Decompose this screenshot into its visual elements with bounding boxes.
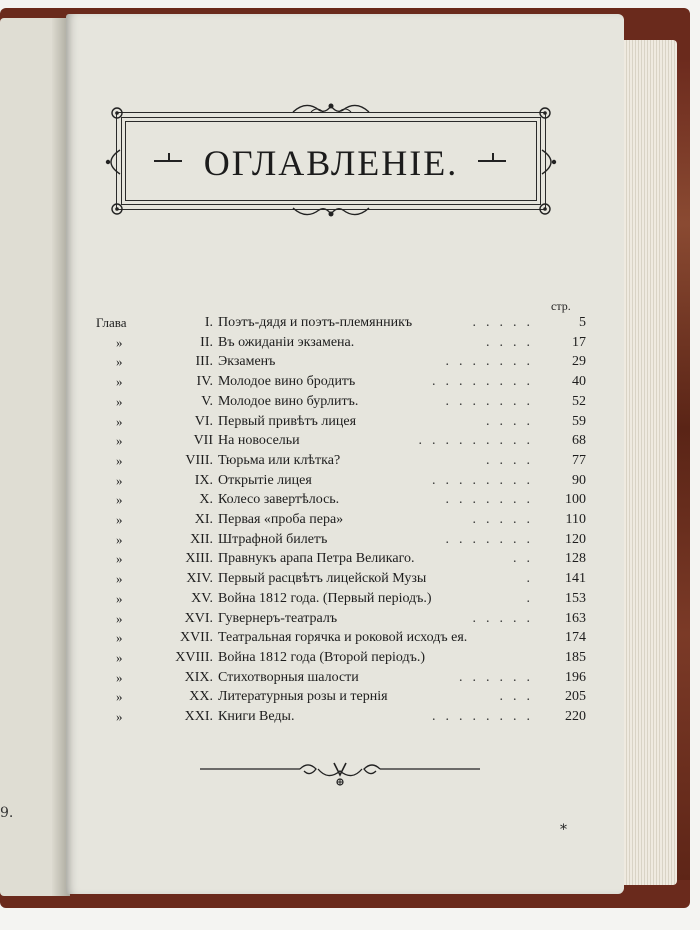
- toc-leader-dots: ..: [513, 551, 540, 567]
- toc-chapter-label: »: [116, 413, 123, 429]
- toc-chapter-number: XIII.: [185, 551, 213, 567]
- toc-chapter-label: »: [116, 512, 123, 527]
- toc-chapter-number: I.: [204, 315, 213, 330]
- toc-chapter-number: III.: [195, 354, 213, 370]
- corner-ornament-icon: [106, 198, 128, 220]
- toc-chapter-label: »: [116, 551, 123, 567]
- toc-chapter-label: »: [116, 472, 123, 488]
- page-column-header: стр.: [551, 299, 571, 313]
- left-page-fragment: 9.: [0, 805, 14, 821]
- toc-chapter-title: Книги Веды.: [218, 709, 295, 724]
- corner-ornament-icon: [534, 102, 556, 124]
- toc-leader-dots: .......: [445, 393, 540, 409]
- toc-page-number: 29: [572, 354, 586, 370]
- toc-page-number: 40: [572, 374, 586, 390]
- toc-chapter-title: Первая «проба пера»: [218, 512, 344, 527]
- toc-chapter-label: »: [116, 689, 123, 705]
- toc-chapter-title: Стихотворныя шалости: [218, 669, 359, 685]
- toc-row: [96, 591, 586, 610]
- toc-leader-dots: .........: [418, 433, 540, 449]
- toc-leader-dots: ........: [432, 709, 540, 724]
- title-frame: [116, 112, 546, 210]
- toc-chapter-number: XI.: [194, 512, 213, 527]
- toc-page-number: 174: [565, 630, 586, 646]
- toc-page-number: 163: [565, 610, 586, 626]
- toc-chapter-number: XVIII.: [175, 649, 213, 665]
- toc-leader-dots: .......: [445, 531, 540, 547]
- toc-row: [96, 354, 586, 373]
- toc-chapter-title: Поэтъ-дядя и поэтъ-племянникъ: [218, 315, 413, 330]
- toc-chapter-number: VII: [193, 433, 213, 449]
- toc-page-number: 220: [565, 709, 586, 724]
- corner-ornament-icon: [106, 102, 128, 124]
- toc-row: [96, 473, 586, 492]
- toc-chapter-label: »: [116, 393, 123, 409]
- toc-chapter-label: »: [116, 669, 123, 685]
- toc-page-number: 120: [565, 531, 586, 547]
- toc-chapter-number: IV.: [196, 374, 213, 390]
- toc-row: [96, 630, 586, 649]
- toc-chapter-label: »: [116, 492, 123, 508]
- toc-chapter-title: Въ ожиданіи экзамена.: [218, 334, 355, 350]
- toc-chapter-label: »: [116, 571, 123, 587]
- toc-row: [96, 611, 586, 630]
- toc-leader-dots: ....: [486, 334, 540, 350]
- toc-chapter-number: VIII.: [185, 452, 213, 468]
- toc-chapter-label: »: [116, 531, 123, 547]
- toc-row: [96, 650, 586, 669]
- toc-chapter-label: »: [116, 452, 123, 468]
- toc-leader-dots: .....: [472, 315, 540, 330]
- toc-leader-dots: .....: [472, 512, 540, 527]
- bottom-ornament-icon: [291, 200, 371, 222]
- toc-row: [96, 571, 586, 590]
- toc-leader-dots: .: [526, 571, 540, 587]
- toc-leader-dots: ....: [486, 413, 540, 429]
- toc-page-number: 196: [565, 669, 586, 685]
- toc-chapter-number: XXI.: [184, 709, 213, 724]
- toc-page-number: 68: [572, 433, 586, 449]
- toc-chapter-label: »: [116, 334, 123, 350]
- toc-chapter-number: XVII.: [179, 630, 213, 646]
- toc-leader-dots: ...: [499, 689, 540, 705]
- toc-leader-dots: ....: [486, 452, 540, 468]
- contents-page: [66, 14, 624, 894]
- toc-leader-dots: ......: [459, 669, 540, 685]
- toc-chapter-label: »: [116, 610, 123, 626]
- toc-chapter-title: Открытіе лицея: [218, 472, 312, 488]
- toc-chapter-number: XX.: [189, 689, 213, 705]
- toc-leader-dots: .......: [445, 354, 540, 370]
- bottom-ornament-icon: [200, 759, 480, 799]
- toc-page-number: 128: [565, 551, 586, 567]
- toc-row: [96, 689, 586, 708]
- toc-row: [96, 512, 586, 531]
- toc-row: [96, 394, 586, 413]
- toc-chapter-number: X.: [199, 492, 213, 508]
- toc-chapter-title: Война 1812 года. (Первый періодъ.): [218, 590, 432, 606]
- toc-page-number: 141: [565, 571, 586, 587]
- toc-chapter-number: V.: [201, 393, 213, 409]
- toc-chapter-number: XVI.: [184, 610, 213, 626]
- toc-row: [96, 453, 586, 472]
- page-title: ОГЛАВЛЕНІЕ.: [203, 143, 459, 183]
- corner-ornament-icon: [534, 198, 556, 220]
- toc-chapter-title: Колесо завертѣлось.: [218, 492, 340, 508]
- toc-leader-dots: .......: [445, 492, 540, 508]
- toc-page-number: 17: [572, 334, 586, 350]
- toc-page-number: 59: [572, 413, 586, 429]
- toc-chapter-title: Правнукъ арапа Петра Великаго.: [218, 551, 415, 567]
- toc-chapter-title: Тюрьма или клѣтка?: [218, 452, 341, 468]
- top-ornament-icon: [291, 100, 371, 120]
- toc-row: [96, 670, 586, 689]
- toc-row: [96, 551, 586, 570]
- toc-chapter-title: Первый привѣтъ лицея: [218, 413, 357, 429]
- toc-chapter-label: »: [116, 374, 123, 390]
- toc-chapter-label: »: [116, 354, 123, 370]
- toc-chapter-number: II.: [200, 334, 213, 350]
- toc-chapter-label: »: [116, 433, 123, 449]
- toc-chapter-title: Молодое вино бурлитъ.: [218, 393, 359, 409]
- toc-page-number: 100: [565, 492, 586, 508]
- toc-chapter-number: IX.: [194, 472, 213, 488]
- toc-chapter-title: На новосельи: [218, 433, 300, 449]
- toc-row: [96, 414, 586, 433]
- toc-chapter-title: Театральная горячка и роковой исходъ ея.: [218, 630, 468, 646]
- toc-chapter-number: XV.: [191, 590, 213, 606]
- toc-chapter-label: »: [116, 630, 123, 646]
- toc-chapter-title: Экзаменъ: [218, 354, 276, 370]
- toc-chapter-label: »: [116, 709, 123, 724]
- toc-row: [96, 492, 586, 511]
- toc-leader-dots: .....: [472, 610, 540, 626]
- toc-row: [96, 532, 586, 551]
- toc-chapter-title: Штрафной билетъ: [218, 531, 328, 547]
- toc-chapter-label: »: [116, 590, 123, 606]
- toc-page-number: 77: [572, 452, 586, 468]
- toc-page-number: 110: [565, 512, 586, 527]
- toc-page-number: 52: [572, 393, 586, 409]
- toc-row: [96, 433, 586, 452]
- toc-chapter-title: Литературныя розы и тернія: [218, 689, 388, 705]
- toc-leader-dots: ........: [432, 472, 540, 488]
- toc-chapter-title: Молодое вино бродитъ: [218, 374, 356, 390]
- toc-chapter-title: Война 1812 года (Второй періодъ.): [218, 649, 426, 665]
- toc-chapter-number: VI.: [194, 413, 213, 429]
- toc-chapter-number: XIV.: [186, 571, 213, 587]
- toc-leader-dots: ........: [432, 374, 540, 390]
- page-edges: [615, 40, 677, 885]
- toc-page-number: 153: [565, 590, 586, 606]
- toc-row: [96, 709, 586, 728]
- toc-leader-dots: .: [526, 590, 540, 606]
- toc-page-number: 90: [572, 472, 586, 488]
- toc-chapter-number: XIX.: [184, 669, 213, 685]
- toc-row: [96, 315, 586, 334]
- toc-chapter-label: »: [116, 649, 123, 665]
- toc-page-number: 185: [565, 649, 586, 665]
- toc-chapter-title: Гувернеръ-театралъ: [218, 610, 338, 626]
- toc-page-number: 5: [579, 315, 586, 330]
- toc-row: [96, 335, 586, 354]
- toc-chapter-number: XII.: [190, 531, 213, 547]
- toc-chapter-title: Первый расцвѣтъ лицейской Музы: [218, 571, 427, 587]
- toc-chapter-label: Глава: [96, 315, 127, 330]
- toc-row: [96, 374, 586, 393]
- footer-mark: *: [560, 822, 567, 838]
- toc-page-number: 205: [565, 689, 586, 705]
